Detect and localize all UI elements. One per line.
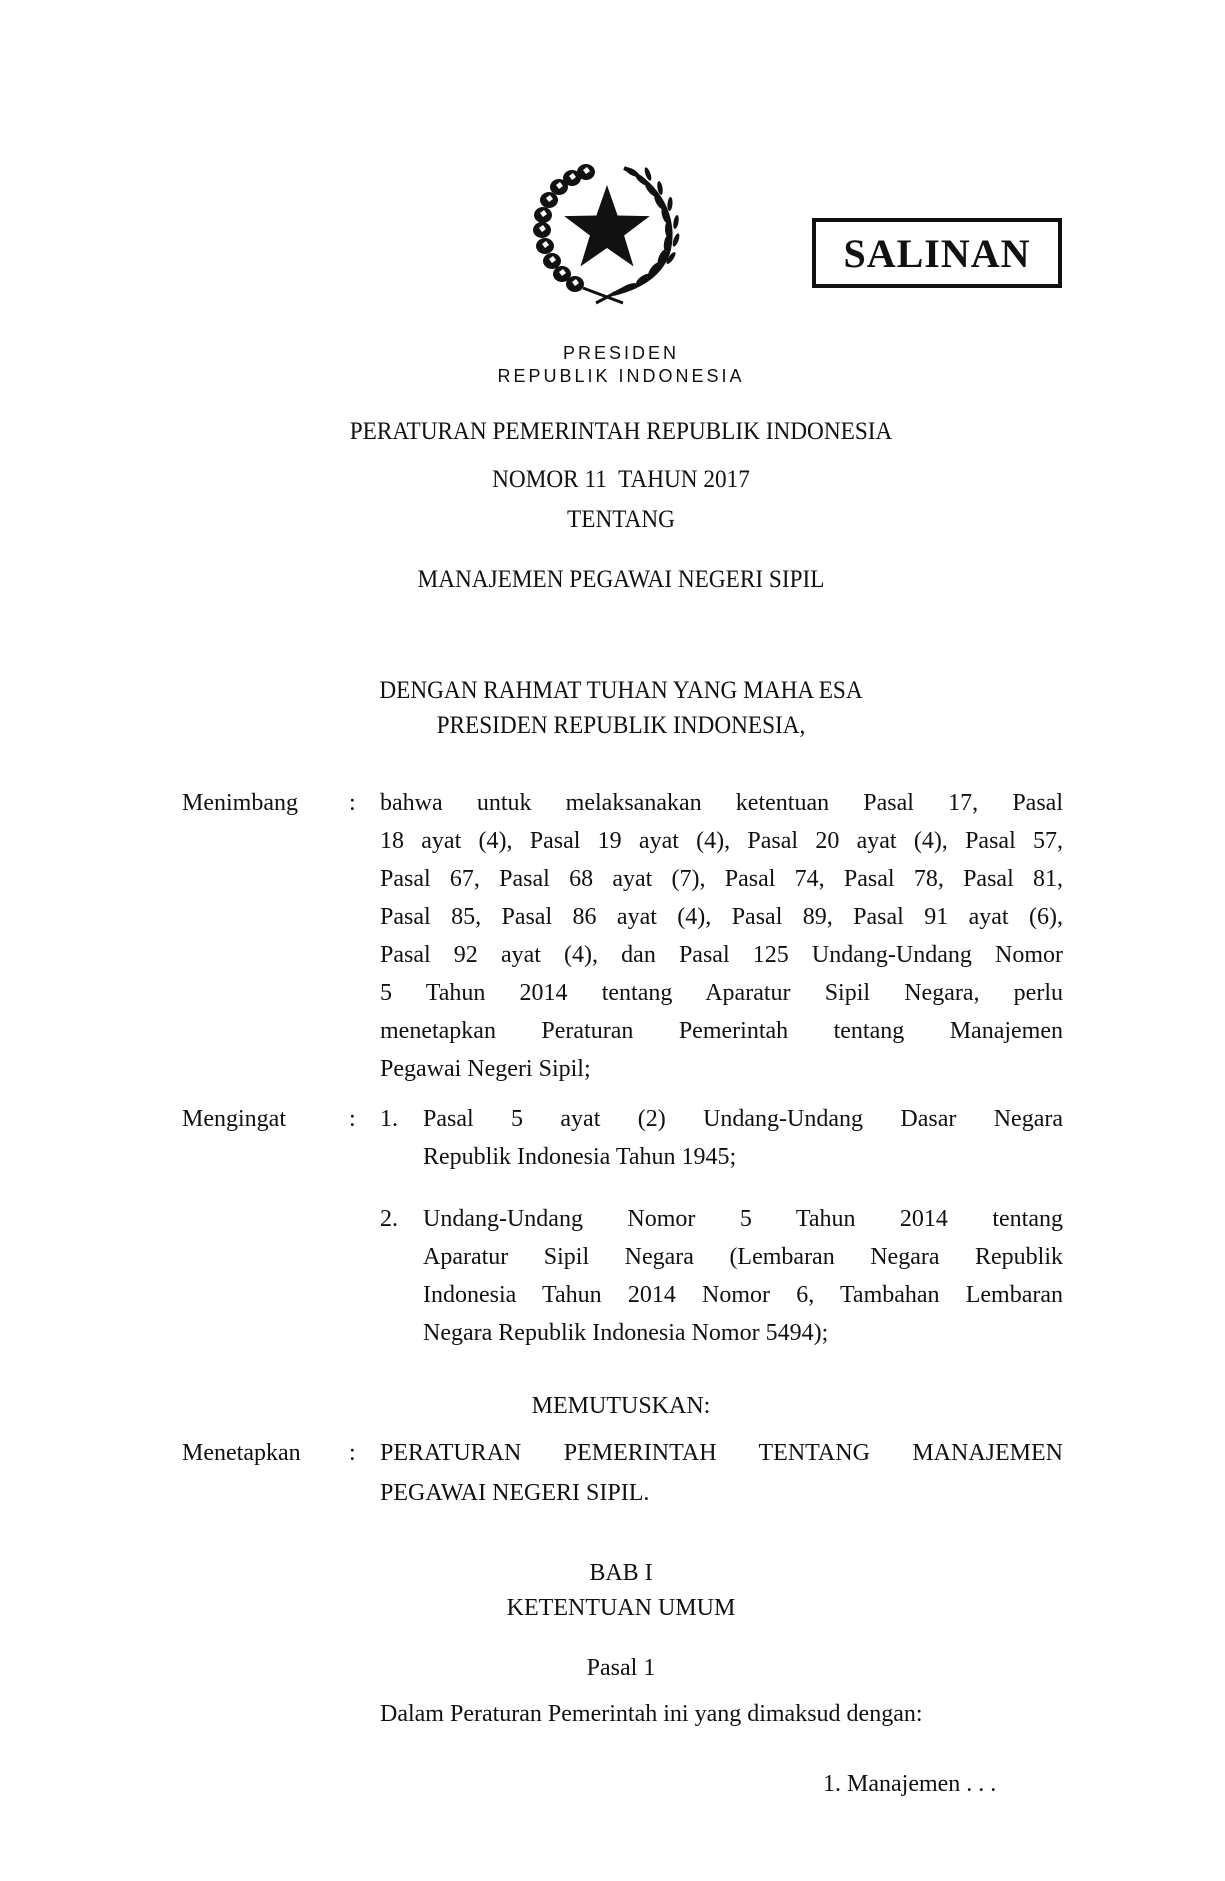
menimbang-line: Pasal 67, Pasal 68 ayat (7), Pasal 74, Pasal 78, Pasal 81, <box>380 866 1063 892</box>
regulation-title: PERATURAN PEMERINTAH REPUBLIK INDONESIA <box>349 418 893 445</box>
menimbang-line: menetapkan Peraturan Pemerintah tentang Manajemen <box>380 1018 1063 1044</box>
mengingat-item-line: Aparatur Sipil Negara (Lembaran Negara Republik <box>423 1244 1063 1270</box>
menetapkan-label: Menetapkan <box>182 1440 301 1466</box>
salinan-label: SALINAN <box>843 231 1031 276</box>
menetapkan-line-last: PEGAWAI NEGERI SIPIL. <box>380 1480 650 1506</box>
chapter-number: BAB I <box>589 1560 653 1586</box>
office-label-republik: REPUBLIK INDONESIA <box>497 366 745 386</box>
preamble-line-1: DENGAN RAHMAT TUHAN YANG MAHA ESA <box>379 677 863 704</box>
mengingat-item-line: Indonesia Tahun 2014 Nomor 6, Tambahan Lembaran <box>423 1282 1063 1308</box>
mengingat-item-number: 2. <box>380 1206 398 1232</box>
presidential-seal-icon <box>528 158 688 308</box>
menimbang-line: 5 Tahun 2014 tentang Aparatur Sipil Negara, perlu <box>380 980 1063 1006</box>
mengingat-colon: : <box>349 1106 356 1132</box>
mengingat-item-number: 1. <box>380 1106 398 1132</box>
chapter-title: KETENTUAN UMUM <box>506 1595 736 1621</box>
mengingat-item-line-last: Negara Republik Indonesia Nomor 5494); <box>423 1320 829 1346</box>
mengingat-item-line-last: Republik Indonesia Tahun 1945; <box>423 1144 737 1170</box>
regulation-subject: MANAJEMEN PEGAWAI NEGERI SIPIL <box>417 566 825 593</box>
menetapkan-line: PERATURAN PEMERINTAH TENTANG MANAJEMEN <box>380 1440 1063 1466</box>
menimbang-colon: : <box>349 790 356 816</box>
mengingat-label: Mengingat <box>182 1106 286 1132</box>
mengingat-item-line: Undang-Undang Nomor 5 Tahun 2014 tentang <box>423 1206 1063 1232</box>
page-continuation: 1. Manajemen . . . <box>823 1771 997 1797</box>
menimbang-label: Menimbang <box>182 790 298 816</box>
article-number: Pasal 1 <box>586 1655 656 1681</box>
menimbang-line: Pasal 85, Pasal 86 ayat (4), Pasal 89, Pasal 91 ayat (6), <box>380 904 1063 930</box>
menetapkan-colon: : <box>349 1440 356 1466</box>
salinan-stamp <box>812 218 1062 288</box>
memutuskan-heading: MEMUTUSKAN: <box>531 1393 711 1419</box>
menimbang-line: bahwa untuk melaksanakan ketentuan Pasal 17, Pasal <box>380 790 1063 816</box>
regulation-tentang: TENTANG <box>567 506 675 533</box>
menimbang-line: Pasal 92 ayat (4), dan Pasal 125 Undang-Undang Nomor <box>380 942 1063 968</box>
office-label-presiden: PRESIDEN <box>562 343 680 363</box>
preamble-line-2: PRESIDEN REPUBLIK INDONESIA, <box>436 712 806 739</box>
article-intro: Dalam Peraturan Pemerintah ini yang dimaksud dengan: <box>380 1701 923 1727</box>
menimbang-line: 18 ayat (4), Pasal 19 ayat (4), Pasal 20 ayat (4), Pasal 57, <box>380 828 1063 854</box>
menimbang-line-last: Pegawai Negeri Sipil; <box>380 1056 591 1082</box>
mengingat-item-line: Pasal 5 ayat (2) Undang-Undang Dasar Negara <box>423 1106 1063 1132</box>
regulation-number: NOMOR 11 TAHUN 2017 <box>492 466 750 493</box>
